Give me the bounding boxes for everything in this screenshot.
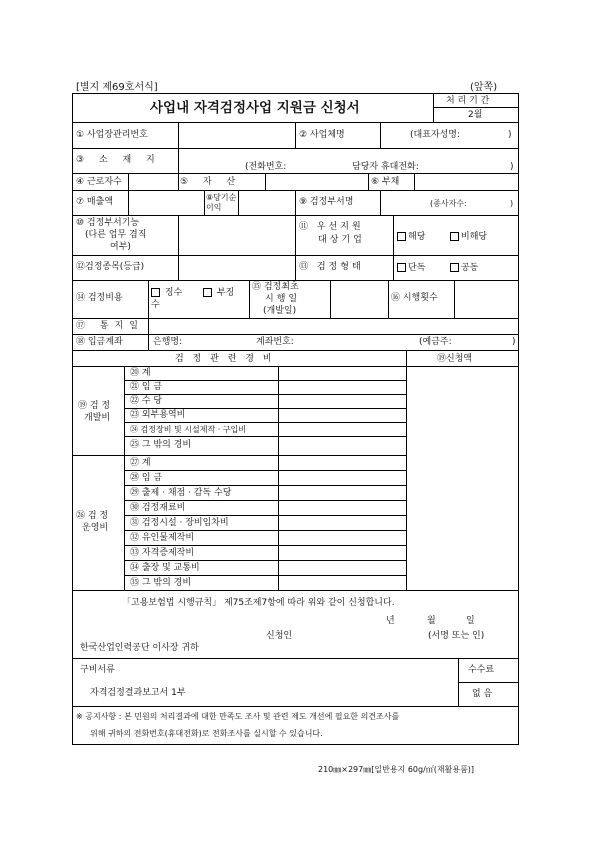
op-item-wages: ㉘ 임 금	[130, 473, 163, 483]
request-amount-header: ⑲신청액	[437, 354, 473, 364]
date-year-label: 년	[386, 616, 395, 626]
test-item-label: ⑫검정종목(등급)	[76, 262, 145, 272]
op-item-certificate: ㉝ 자격증제작비	[130, 548, 195, 558]
run-count-field[interactable]	[456, 282, 516, 316]
liabilities-field[interactable]	[416, 175, 516, 188]
assets-label: ⑤ 자 산	[180, 177, 242, 187]
priority-support-label: ⑪ 우선지원	[299, 222, 364, 232]
cost-collect-option[interactable]: 징수	[151, 288, 182, 298]
net-income-field[interactable]	[240, 192, 293, 213]
employees-field[interactable]	[130, 175, 176, 188]
checkbox-icon[interactable]	[151, 288, 160, 297]
declaration-statement: 「고용보험법 시행규칙」 제75조제7항에 따라 위와 같이 신청합니다.	[122, 598, 395, 608]
dev-item-outsourcing: ㉓ 외부용역비	[130, 410, 186, 420]
test-type-label: ⑬ 검정형태	[299, 262, 364, 272]
checkbox-icon[interactable]	[450, 232, 459, 241]
period-value: 2월	[468, 110, 483, 120]
notice-line-2: 위해 귀하의 전화번호(휴대전화)로 전화조사를 실시할 수 있습니다.	[90, 729, 323, 738]
account-holder-label: (예금주:	[419, 337, 452, 347]
dev-cost-label: ⑲ 검 정	[78, 401, 111, 411]
op-item-travel: ㉞ 출장 및 교통비	[130, 563, 200, 573]
period-label: 처 리 기 간	[446, 96, 490, 106]
cost-table-header: 검 정 관 련 경 비	[175, 354, 275, 364]
notice-date-label: ⑰ 통지일	[76, 321, 144, 331]
date-day-label: 일	[466, 616, 475, 626]
address-label: ③ 소 재 지	[76, 155, 161, 165]
op-cost-label: ㉖ 검 정	[76, 511, 109, 521]
assets-field[interactable]	[267, 175, 366, 188]
liabilities-label: ⑥ 부채	[371, 177, 400, 187]
notice-date-field[interactable]	[150, 320, 516, 332]
test-item-field[interactable]	[180, 257, 293, 278]
applicant-label: 신청인	[266, 631, 293, 641]
type-single-option[interactable]: 단독	[397, 263, 425, 273]
account-no-label: 계좌번호:	[256, 337, 294, 347]
first-date-field[interactable]	[332, 282, 386, 316]
first-date-label: ⑮ 검정최초	[252, 282, 299, 292]
attachments-label: 구비서류	[80, 665, 115, 675]
dept-function-field[interactable]	[180, 217, 293, 253]
run-count-label: ⑯ 시행횟수	[391, 293, 438, 303]
applicant-field[interactable]	[302, 628, 422, 642]
employees-label: ④ 근로자수	[76, 177, 122, 187]
dev-item-total: ⑳ 계	[130, 368, 151, 378]
op-item-materials: ㉚ 검정재료비	[130, 503, 186, 513]
mobile-label: 담당자 휴대전화:	[352, 162, 419, 172]
op-item-other: ㉟ 그 밖의 경비	[130, 578, 192, 588]
test-cost-label: ⑭ 검정비용	[76, 293, 123, 303]
op-item-allowance: ㉙ 출제 · 채점 · 감독 수당	[130, 488, 232, 498]
checkbox-icon[interactable]	[397, 263, 406, 272]
fee-value: 없 음	[472, 689, 493, 699]
sales-field[interactable]	[130, 192, 202, 213]
fee-label: 수수료	[468, 665, 495, 675]
dev-item-wages: ㉑ 임 금	[130, 382, 163, 392]
checkbox-icon[interactable]	[397, 232, 406, 241]
attachment-item: 자격검정결과보고서 1부	[90, 688, 186, 698]
checkbox-icon[interactable]	[203, 288, 212, 297]
sales-label: ⑦ 매출액	[76, 197, 114, 207]
dev-item-allowance: ㉒ 수 당	[130, 396, 163, 406]
bank-name-label: 은행명:	[153, 337, 183, 347]
deposit-account-label: ⑱ 입금계좌	[76, 337, 123, 347]
business-reg-no-label: ① 사업장관리번호	[76, 130, 148, 140]
addressee: 한국산업인력공단 이사장 귀하	[80, 643, 199, 653]
staff-count-label: (종사자수:	[430, 199, 467, 208]
phone-label: (전화번호:	[245, 162, 287, 172]
dept-name-label: ⑨ 검정부서명	[299, 197, 354, 207]
dev-item-other: ㉕ 그 밖의 경비	[130, 440, 192, 450]
business-reg-no-field[interactable]	[180, 124, 293, 146]
dept-function-label: ⑩ 검정부서기능	[76, 218, 140, 228]
op-item-printing: ㉜ 유인물제작비	[130, 533, 195, 543]
type-joint-option[interactable]: 공동	[450, 263, 478, 273]
cost-no-collect-option[interactable]: 부징	[203, 288, 234, 298]
page-side: (앞쪽)	[470, 82, 498, 93]
notice-line-1: ※ 공지사항 : 본 민원의 처리결과에 대한 만족도 조사 및 관련 제도 개선에 필요한 의견조사를	[76, 712, 400, 721]
priority-no-option[interactable]: 비해당	[450, 232, 487, 242]
representative-label: (대표자성명:	[410, 130, 461, 140]
priority-yes-option[interactable]: 해당	[397, 232, 425, 242]
op-item-total: ㉗ 계	[130, 458, 151, 468]
business-name-label: ② 사업체명	[299, 130, 345, 140]
checkbox-icon[interactable]	[450, 263, 459, 272]
net-income-label: ⑧당기순이익	[206, 193, 237, 212]
date-month-label: 월	[427, 616, 436, 626]
dev-item-equipment: ㉔ 검정장비 및 시설제작 · 구입비	[130, 425, 246, 434]
paper-spec: 210㎜×297㎜[일반용지 60g/㎡(재활용품)]	[318, 765, 475, 774]
op-item-rental: ㉛ 검정시설 · 장비임차비	[130, 518, 229, 528]
form-title: 사업내 자격검정사업 지원금 신청서	[150, 100, 360, 116]
form-number: [별지 제69호서식]	[76, 82, 158, 93]
address-field[interactable]	[180, 150, 516, 171]
signature-label: (서명 또는 인)	[428, 631, 485, 641]
